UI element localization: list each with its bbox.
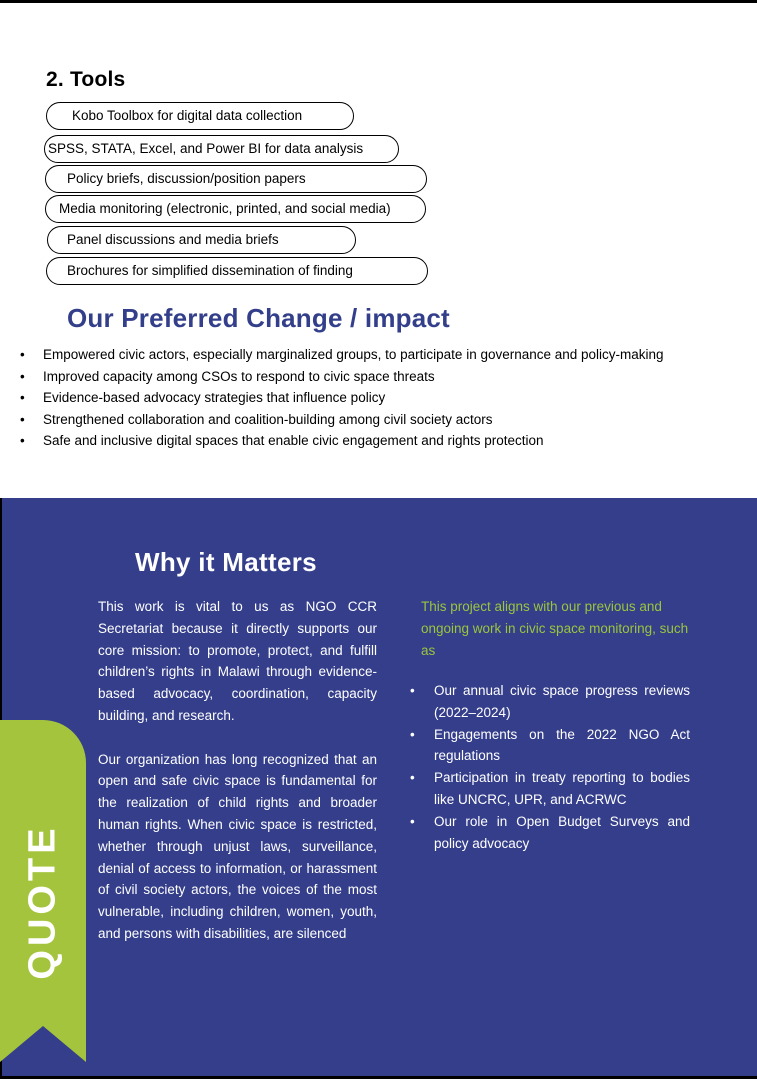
list-item bbox=[410, 724, 690, 768]
top-border bbox=[0, 0, 757, 3]
tool-item-brochures: Brochures for simplified dissemination of finding bbox=[46, 257, 428, 285]
aligned-work-list bbox=[410, 680, 690, 854]
list-item-text: Empowered civic actors, especially marginalized groups, to participate in governance and policy-making bbox=[43, 347, 664, 362]
bullet-icon: • bbox=[20, 368, 25, 384]
tool-item-media-monitoring: Media monitoring (electronic, printed, and social media) bbox=[45, 195, 426, 223]
list-item bbox=[410, 811, 690, 855]
list-item bbox=[410, 767, 690, 811]
list-item-text: Our role in Open Budget Surveys and policy advocacy bbox=[434, 813, 690, 851]
list-item bbox=[20, 430, 664, 452]
tool-item-kobo: Kobo Toolbox for digital data collection bbox=[46, 102, 354, 130]
preferred-change-heading: Our Preferred Change / impact bbox=[67, 303, 450, 333]
bullet-icon: • bbox=[20, 411, 25, 427]
list-item-text: Evidence-based advocacy strategies that influence policy bbox=[43, 390, 386, 406]
mission-paragraph: This work is vital to us as NGO CCR Secretariat because it directly supports our core mission: to promote, protect, and fulfill children’s rights in Malawi through evidence-based advocacy, coordination, capacity building, and research. bbox=[98, 599, 377, 723]
list-item-text: Improved capacity among CSOs to respond to civic space threats bbox=[43, 368, 435, 384]
list-item-text: Participation in treaty reporting to bodies like UNCRC, UPR, and ACRWC bbox=[434, 770, 690, 807]
list-item bbox=[20, 366, 664, 388]
quote-label: QUOTE bbox=[21, 824, 64, 980]
civic-space-paragraph: Our organization has long recognized that an open and safe civic space is fundamental for the realization of child rights and broader human rights. When civic space is restricted, whether through unjust laws, surveillance, denial of access to information, or harassment of civil society actors, the voices of the most vulnerable, including children, women, youth, and persons with disabilities, are silenced bbox=[98, 751, 377, 941]
list-item-text: Strengthened collaboration and coalition-building among civil society actors bbox=[43, 411, 493, 427]
tools-heading: 2. Tools bbox=[46, 68, 126, 91]
tool-item-policy-briefs: Policy briefs, discussion/position papers bbox=[45, 165, 427, 193]
list-item-text: Our annual civic space progress reviews (2022–2024) bbox=[434, 683, 690, 720]
bullet-icon: • bbox=[20, 347, 25, 362]
tool-item-analysis: SPSS, STATA, Excel, and Power BI for data analysis bbox=[44, 135, 399, 163]
why-it-matters-heading: Why it Matters bbox=[135, 547, 317, 577]
list-item bbox=[20, 387, 664, 409]
list-item-text: Safe and inclusive digital spaces that enable civic engagement and rights protection bbox=[43, 433, 544, 449]
bullet-icon: • bbox=[410, 813, 415, 829]
bullet-icon: • bbox=[20, 390, 25, 406]
bullet-icon: • bbox=[20, 433, 25, 449]
bullet-icon: • bbox=[410, 683, 415, 698]
aligns-intro: This project aligns with our previous and ongoing work in civic space monitoring, such as bbox=[421, 599, 689, 658]
list-item bbox=[410, 680, 690, 724]
why-it-matters-body bbox=[98, 596, 377, 945]
impact-list bbox=[20, 344, 664, 452]
tool-item-panel-discussions: Panel discussions and media briefs bbox=[47, 226, 356, 254]
bullet-icon: • bbox=[410, 726, 415, 742]
list-item bbox=[20, 344, 664, 366]
list-item-text: Engagements on the 2022 NGO Act regulations bbox=[434, 726, 690, 764]
bullet-icon: • bbox=[410, 770, 415, 786]
list-item bbox=[20, 409, 664, 431]
